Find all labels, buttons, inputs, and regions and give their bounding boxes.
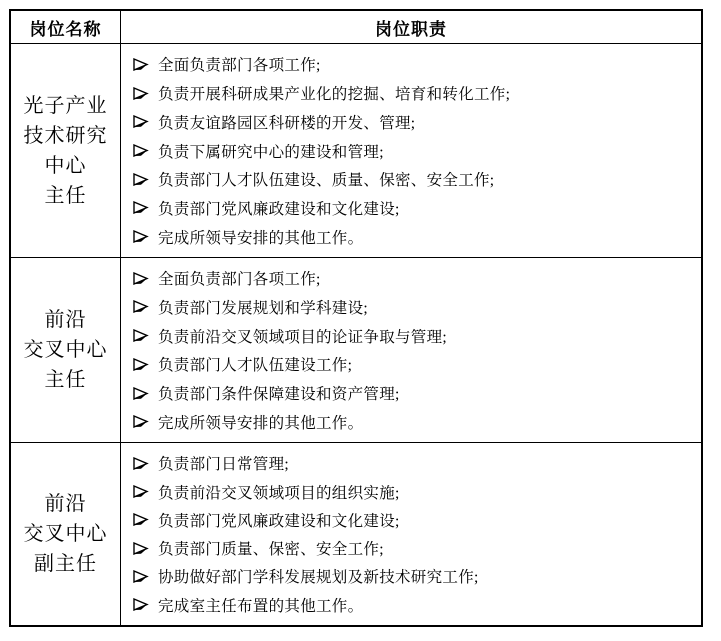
duty-text: 负责部门人才队伍建设工作; xyxy=(158,357,353,375)
duty-text: 完成所领导安排的其他工作。 xyxy=(158,229,364,247)
arrowhead-bullet-icon xyxy=(133,358,149,371)
table-row-frontier-deputy-director xyxy=(11,443,701,625)
position-name-cell xyxy=(11,44,121,257)
arrowhead-bullet-icon xyxy=(133,144,149,157)
position-duties-cell xyxy=(121,443,701,625)
duty-item xyxy=(121,591,697,619)
duty-text: 完成所领导安排的其他工作。 xyxy=(158,414,364,432)
arrowhead-bullet-icon xyxy=(133,230,149,243)
arrowhead-bullet-icon xyxy=(133,457,149,470)
arrowhead-bullet-icon xyxy=(133,300,149,313)
duty-text: 全面负责部门各项工作; xyxy=(158,271,321,289)
duty-text: 负责部门党风廉政建设和文化建设; xyxy=(158,200,400,218)
arrowhead-bullet-icon xyxy=(133,542,149,555)
arrowhead-bullet-icon xyxy=(133,87,149,100)
position-name-line: 技术研究 xyxy=(23,124,108,147)
header-position-name: 岗位名称 xyxy=(11,11,121,43)
duty-item xyxy=(121,407,697,436)
duty-item xyxy=(121,222,697,251)
duty-text: 负责前沿交叉领域项目的组织实施; xyxy=(158,484,400,502)
duty-item xyxy=(121,321,697,350)
arrowhead-bullet-icon xyxy=(133,387,149,400)
duty-text: 负责部门发展规划和学科建设; xyxy=(158,299,369,317)
position-name-cell xyxy=(11,258,121,442)
position-name-cell xyxy=(11,443,121,625)
duty-item xyxy=(121,79,697,108)
duty-text: 负责部门人才队伍建设、质量、保密、安全工作; xyxy=(158,172,495,190)
duty-item xyxy=(121,477,697,505)
arrowhead-bullet-icon xyxy=(133,201,149,214)
arrowhead-bullet-icon xyxy=(133,329,149,342)
table-row-photonics-director xyxy=(11,44,701,258)
table-row-frontier-director xyxy=(11,258,701,443)
position-name-line: 前沿 xyxy=(44,493,87,515)
duty-item xyxy=(121,50,697,79)
duty-item xyxy=(121,293,697,322)
position-name-line: 主任 xyxy=(44,184,87,207)
duty-text: 负责开展科研成果产业化的挖掘、培育和转化工作; xyxy=(158,86,511,104)
position-duties-cell xyxy=(121,258,701,442)
arrowhead-bullet-icon xyxy=(133,415,149,428)
arrowhead-bullet-icon xyxy=(133,115,149,128)
arrowhead-bullet-icon xyxy=(133,173,149,186)
position-name-line: 主任 xyxy=(44,369,87,391)
arrowhead-bullet-icon xyxy=(133,513,149,526)
position-name-line: 副主任 xyxy=(34,553,97,575)
arrowhead-bullet-icon xyxy=(133,272,149,285)
arrowhead-bullet-icon xyxy=(133,598,149,611)
duty-item xyxy=(121,449,697,477)
duty-text: 负责部门条件保障建设和资产管理; xyxy=(158,386,400,403)
duty-text: 负责下属研究中心的建设和管理; xyxy=(158,143,384,161)
duty-item xyxy=(121,534,697,562)
position-name-line: 交叉中心 xyxy=(23,523,108,545)
duty-item xyxy=(121,379,697,408)
duty-item xyxy=(121,165,697,194)
duty-item xyxy=(121,350,697,379)
duty-text: 完成室主任布置的其他工作。 xyxy=(158,597,364,615)
position-duties-cell xyxy=(121,44,701,257)
position-name-line: 交叉中心 xyxy=(23,339,108,361)
table-header-row xyxy=(11,11,701,44)
duty-text: 负责前沿交叉领域项目的论证争取与管理; xyxy=(158,328,448,346)
duty-item xyxy=(121,264,697,293)
arrowhead-bullet-icon xyxy=(133,58,149,71)
duty-item xyxy=(121,562,697,590)
arrowhead-bullet-icon xyxy=(133,570,149,583)
duty-text: 负责友谊路园区科研楼的开发、管理; xyxy=(158,114,416,132)
job-duties-table xyxy=(9,9,703,627)
position-name-line: 光子产业 xyxy=(23,94,108,117)
duty-text: 负责部门日常管理; xyxy=(158,456,290,474)
header-position-duties: 岗位职责 xyxy=(375,19,447,39)
duty-item xyxy=(121,194,697,223)
duty-text: 协助做好部门学科发展规划及新技术研究工作; xyxy=(158,569,479,587)
duty-item xyxy=(121,506,697,534)
position-name-line: 前沿 xyxy=(44,309,87,331)
duty-item xyxy=(121,107,697,136)
duty-text: 全面负责部门各项工作; xyxy=(158,57,321,75)
duty-text: 负责部门党风廉政建设和文化建设; xyxy=(158,512,400,530)
duty-item xyxy=(121,136,697,165)
position-name-line: 中心 xyxy=(44,154,87,177)
arrowhead-bullet-icon xyxy=(133,485,149,498)
duty-text: 负责部门质量、保密、安全工作; xyxy=(158,541,384,559)
